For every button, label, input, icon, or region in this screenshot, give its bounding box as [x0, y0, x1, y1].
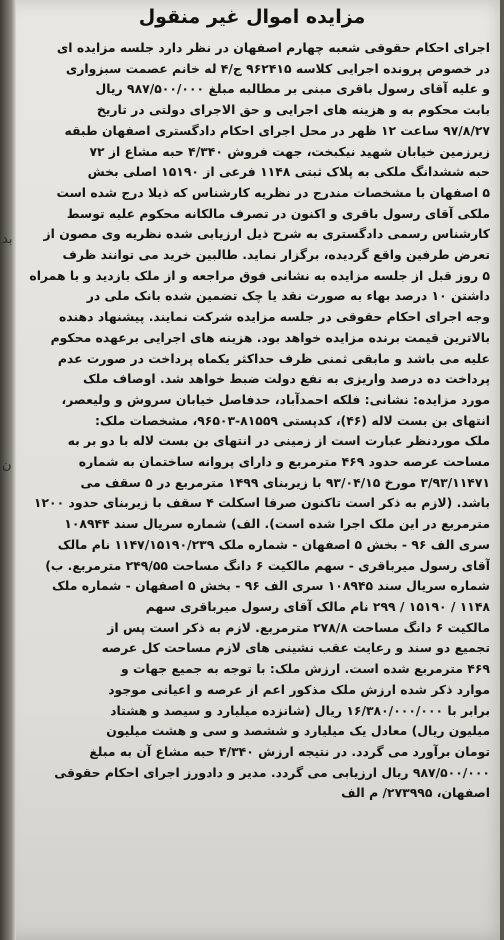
- notice-line: بالاترین قیمت برنده مزایده خواهد بود. هزینه های اجرایی برعهده محکوم: [50, 329, 490, 345]
- notice-line: اجرای احکام حقوقی شعبه چهارم اصفهان در نظر دارد جلسه مزایده ای: [56, 40, 490, 55]
- notice-title: مزایده اموال غیر منقول: [138, 6, 366, 28]
- notice-line: ۱۱۴۸ / ۱۵۱۹۰ / ۲۹۹ نام مالک آقای رسول میرباقری سهم: [145, 598, 490, 614]
- notice-line: زیرزمین خیابان شهید نیکبخت، جهت فروش ۴/۳۴۰ حبه مشاع از ۷۲: [89, 143, 490, 159]
- notice-line: ۵ روز قبل از جلسه مزایده به نشانی فوق مراجعه و از ملک بازدید و با همراه: [29, 267, 490, 283]
- notice-line: مساحت عرصه حدود ۴۶۹ مترمربع و دارای پروانه ساختمان به شماره: [78, 454, 490, 470]
- margin-fragment: بد: [2, 232, 13, 247]
- notice-line: انتهای بن بست لاله (۴۶)، کدپستی ۸۱۵۵۹-۹۶۵۰۳، مشخصات ملک:: [94, 412, 490, 428]
- notice-line: بابت محکوم به و هزینه های اجرایی و حق الاجرای دولتی در تاریخ: [96, 102, 490, 118]
- notice-line: تعرض طرفین واقع گردیده، برگزار نماید. طالبین خرید می توانند ظرف: [62, 247, 490, 263]
- notice-line: ۴۶۹ مترمربع شده است. ارزش ملک: با توجه به جمیع جهات و: [121, 661, 490, 677]
- notice-line: کارشناس رسمی دادگستری به شرح ذیل ارزیابی شده نظریه وی مصون از: [43, 226, 490, 242]
- notice-line: تجمیع دو سند و رعایت عقب نشینی های لازم مساحت کل عرصه: [101, 640, 490, 656]
- notice-line: مورد مزایده: نشانی: فلکه احمدآباد، حدفاصل خیابان سروش و ولیعصر،: [61, 391, 490, 407]
- notice-line: وجه اجرای احکام حقوقی در جلسه مزایده شرکت نمایند. پیشنهاد دهنده: [59, 309, 490, 325]
- notice-line: موارد ذکر شده ارزش ملک مذکور اعم از عرصه و اعیانی موجود: [108, 681, 490, 697]
- newspaper-clipping: [4, 0, 500, 940]
- notice-line: شماره سریال سند ۱۰۸۹۴۵ سری الف ۹۶ - بخش ۵ اصفهان - شماره ملک: [52, 578, 490, 594]
- notice-line: ۵ اصفهان با مشخصات مندرج در نظریه کارشناس که ذیلا درج شده است: [56, 184, 490, 200]
- notice-line: ملک موردنظر عبارت است از زمینی در انتهای بن بست لاله با دو بر به: [67, 433, 490, 449]
- notice-line: در خصوص پرونده اجرایی کلاسه ۹۶۲۴۱۵ ج/۴ له خانم عصمت سبزواری: [65, 60, 490, 76]
- notice-line: تومان برآورد می گردد. در نتیجه ارزش ۴/۳۴۰ حبه مشاع آن به مبلغ: [89, 743, 490, 759]
- notice-line: ۳/۹۳/۱۱۴۷۱ مورخ ۹۳/۰۴/۱۵ با زیربنای ۱۴۹۹ مترمربع در ۵ سقف می: [80, 474, 490, 490]
- notice-line: باشد. (لازم به ذکر است تاکنون صرفا اسکلت ۴ سقف با زیربنای حدود ۱۲۰۰: [33, 495, 490, 511]
- notice-line: داشتن ۱۰ درصد بهاء به صورت نقد یا چک تضمین شده بانک ملی در: [86, 288, 490, 304]
- notice-line: مالکیت ۶ دانگ مساحت ۲۷۸/۸ مترمربع. لازم به ذکر است پس از: [107, 619, 490, 635]
- notice-line: پرداخت ده درصد واریزی به نفع دولت ضبط خواهد شد. اوصاف ملک: [82, 371, 490, 387]
- margin-fragment: ن: [2, 458, 12, 473]
- notice-line: برابر با ۱۶/۳۸۰/۰۰۰/۰۰۰ ریال (شانزده میلیارد و سیصد و هشتاد: [110, 702, 490, 718]
- notice-line: ۹۷/۸/۲۷ ساعت ۱۲ ظهر در محل اجرای احکام دادگستری اصفهان طبقه: [64, 122, 490, 138]
- notice-line: سری الف ۹۶ - بخش ۵ اصفهان - شماره ملک ۱۱۴۷/۱۵۱۹۰/۲۳۹ نام مالک: [57, 536, 490, 552]
- notice-line: مترمربع در این ملک اجرا شده است). الف) شماره سریال سند ۱۰۸۹۴۴: [64, 516, 490, 532]
- notice-line: علیه می باشد و مابقی ثمنی ظرف حداکثر یکماه پرداخت در صورت عدم: [57, 350, 490, 366]
- notice-line: و علیه آقای رسول باقری مبنی بر مطالبه مبلغ ۹۸۷/۵۰۰/۰۰۰ ریال: [95, 81, 490, 97]
- notice-line: اصفهان، ۲۷۳۹۹۵/ م الف: [341, 785, 490, 801]
- notice-line: آقای رسول میرباقری - سهم مالکیت ۶ دانگ مساحت ۲۴۹/۵۵ مترمربع. ب): [45, 557, 490, 573]
- notice-line: میلیون ریال) معادل یک میلیارد و ششصد و سی و هشت میلیون: [106, 723, 490, 739]
- notice-line: حبه ششدانگ ملکی به پلاک ثبتی ۱۱۴۸ فرعی از ۱۵۱۹۰ اصلی بخش: [87, 164, 490, 180]
- notice-line: ملکی آقای رسول باقری و اکنون در تصرف مالکانه محکوم علیه توسط: [66, 205, 490, 221]
- notice-line: ۹۸۷/۵۰۰/۰۰۰ ریال ارزیابی می گردد. مدیر و دادورز اجرای احکام حقوقی: [54, 764, 490, 780]
- notice-body: [24, 38, 490, 804]
